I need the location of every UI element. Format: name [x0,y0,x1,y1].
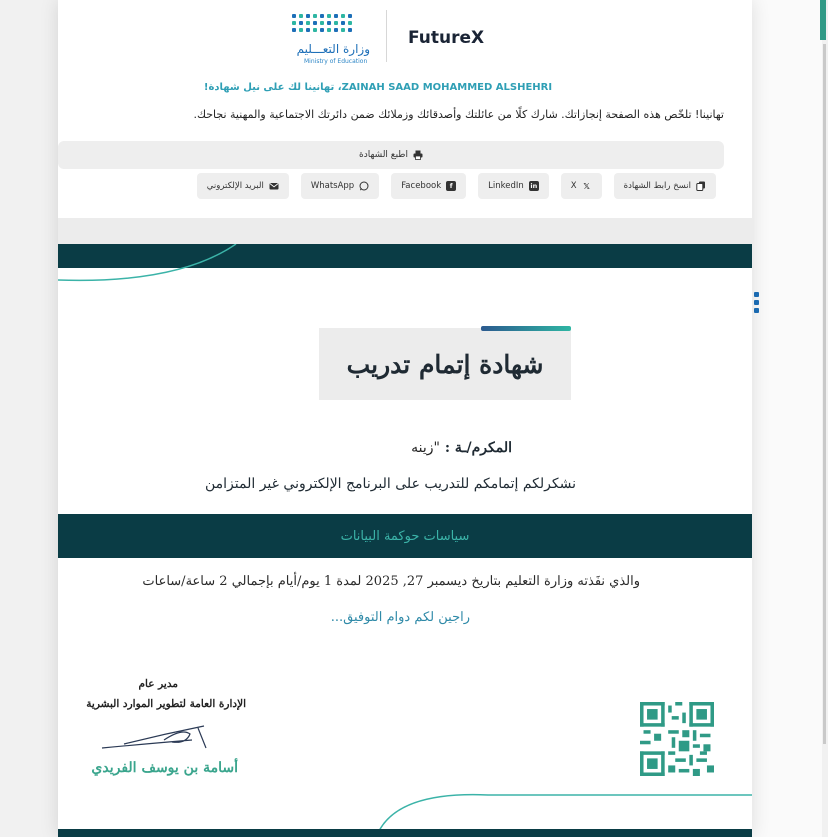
next-certificate-peek [752,0,822,837]
share-facebook-button[interactable] [391,173,466,199]
share-email-button[interactable] [197,173,289,199]
side-accent-bar [820,0,826,40]
congrats-heading: ZAINAH SAAD MOHAMMED ALSHEHRI، تهانينا لك على نيل شهادة! [203,82,553,93]
email-icon [269,181,279,191]
share-linkedin-button[interactable] [478,173,549,199]
logo-divider [386,10,387,62]
whatsapp-icon [359,181,369,191]
decorative-curve-icon [58,244,258,284]
honoree-line [58,440,512,456]
share-facebook-label: Facebook [401,181,442,191]
copy-icon [696,181,706,191]
share-email-label: البريد الإلكتروني [206,181,264,191]
facebook-icon: f [446,181,456,191]
verification-qr-icon [640,702,714,776]
share-buttons [114,173,716,199]
training-details: والذي نفَذته وزارة التعليم بتاريخ ديسمبر 27, 2025 لمدة 1 يوم/أيام بإجمالي 2 ساعة/ساعات [142,574,640,589]
page-header [58,0,752,218]
futurex-logo: FutureX [408,28,485,48]
copy-link-button[interactable] [614,173,716,199]
certificate-page [58,0,752,837]
ministry-name-en: Ministry of Education [304,58,368,65]
share-whatsapp-label: WhatsApp [310,181,355,191]
x-icon: 𝕏 [583,181,590,191]
thanks-text: نشكرلكم إتمامكم للتدريب على البرنامج الإلكتروني غير المتزامن [205,476,576,492]
wish-text: راجين لكم دوام التوفيق... [330,610,470,625]
share-x-button[interactable] [561,173,602,199]
signatory-title: مدير عام [138,678,178,690]
copy-link-label: انسخ رابط الشهادة [623,181,691,191]
share-x-label: X [570,181,577,191]
signatory-name: أسامة بن يوسف الفريدي [91,760,238,776]
program-name: سياسات حوكمة البيانات [340,528,470,544]
linkedin-icon: in [530,182,538,190]
program-band [58,514,752,558]
honoree-label: المكرم/ـة : [444,440,512,456]
share-linkedin-label: LinkedIn [488,181,524,191]
ministry-logo-icon [292,14,352,32]
honoree-name: "زينه [411,440,440,456]
share-whatsapp-button[interactable] [301,173,379,199]
print-certificate-button[interactable] [58,141,724,169]
ministry-name-ar: وزارة التعـــليم [296,42,370,56]
printer-icon [413,150,423,160]
certificate-title: شهادة إتمام تدريب [346,349,544,379]
certificate [58,244,752,837]
certificate-bottom-band [58,829,752,837]
signature-icon [94,718,224,756]
section-separator [58,218,752,244]
print-label: اطبع الشهادة [359,150,408,160]
title-accent [481,326,571,331]
signatory-department: الإدارة العامة لتطوير الموارد البشرية [86,698,246,710]
certificate-title-box [319,328,571,400]
decorative-curve-bottom-icon [378,789,752,833]
scrollbar[interactable] [823,44,826,744]
share-message: تهانينا! تلخّص هذه الصفحة إنجازاتك. شارك كلًا من عائلتك وأصدقائك وزملائك ضمن دائرتك الاجتماعية والمهنية نجاحك. [193,108,724,121]
